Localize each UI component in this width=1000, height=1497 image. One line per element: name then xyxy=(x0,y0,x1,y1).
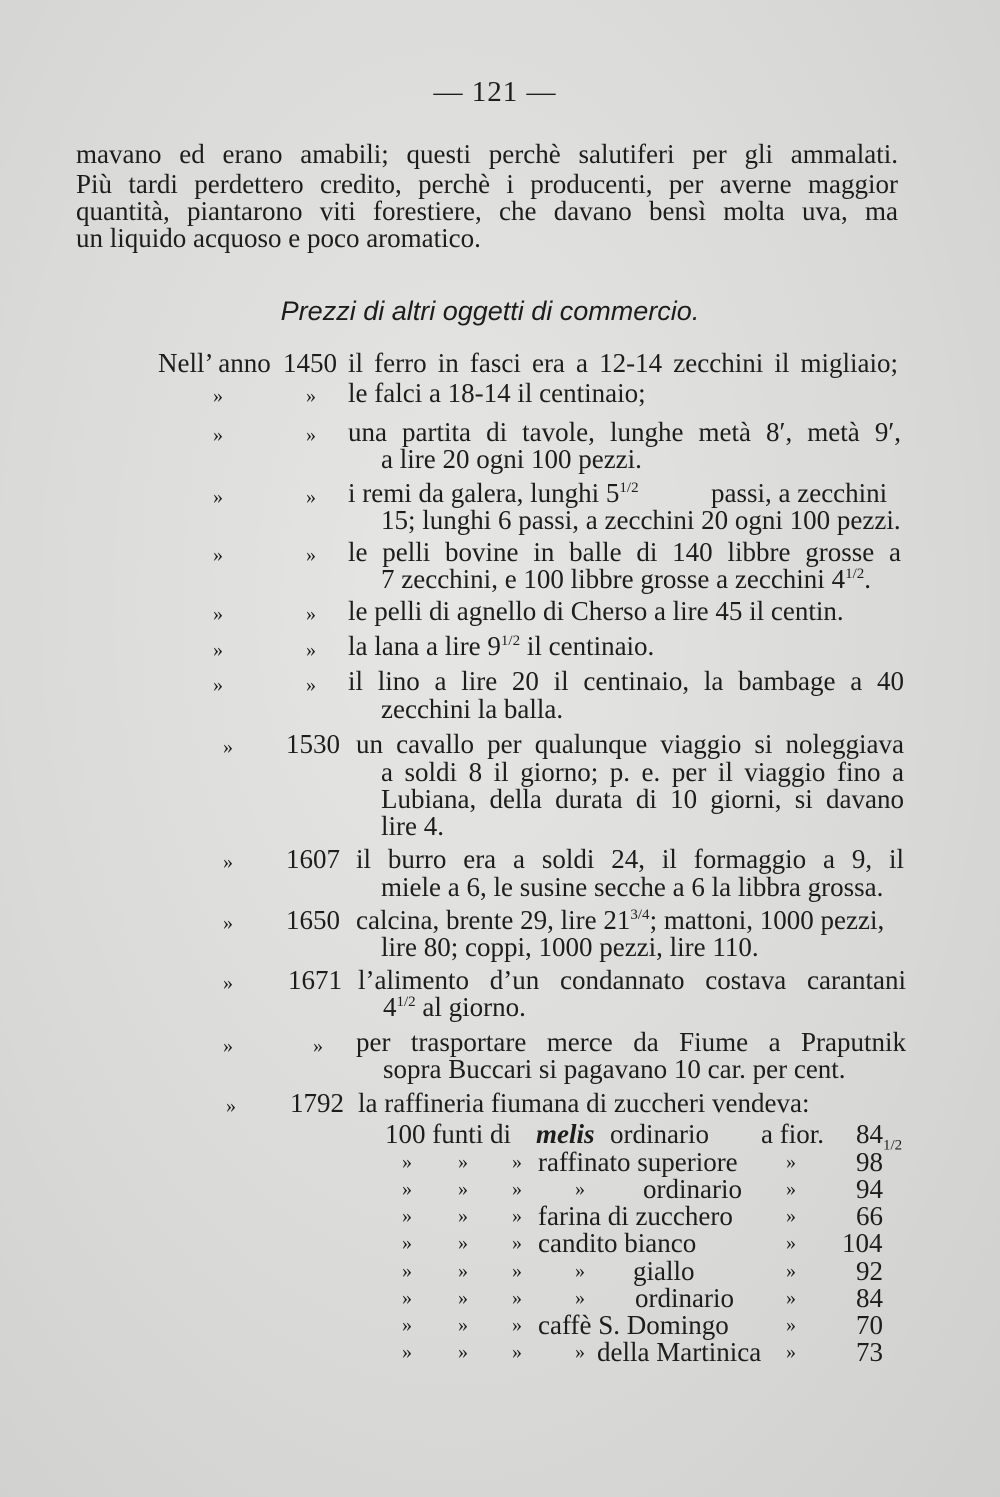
product-name: della Martinica xyxy=(597,1337,762,1367)
header-unit: a fior. xyxy=(761,1119,824,1149)
ditto-mark: » xyxy=(575,1341,585,1363)
entry-text: zecchini la balla. xyxy=(381,694,564,724)
entry-text: il ferro in fasci era a 12-14 zecchini il migliaio; xyxy=(348,348,898,378)
ditto-mark: » xyxy=(512,1178,522,1200)
header-text: 100 funti di xyxy=(385,1119,511,1149)
entry-text: le falci a 18-14 il centinaio; xyxy=(348,378,646,408)
ditto-mark: » xyxy=(402,1260,412,1282)
ditto-mark: » xyxy=(786,1260,796,1282)
table-row xyxy=(0,1258,1000,1286)
header-product: melis xyxy=(536,1119,595,1149)
ditto-mark: » xyxy=(402,1151,412,1173)
table-row xyxy=(0,1176,1000,1204)
fraction: 1/2 xyxy=(883,1137,903,1154)
entry-text: una partita di tavole, lunghe metà 8′, metà 9′, xyxy=(348,417,901,447)
entry-text: la lana a lire $9^{1/2}$ il centinaio. xyxy=(348,631,655,661)
table-row xyxy=(0,1230,1000,1258)
ditto-mark: » xyxy=(226,1095,236,1117)
ditto-mark: » xyxy=(223,851,233,873)
page-number: — 121 — xyxy=(433,76,557,108)
price-value: 98 xyxy=(856,1147,883,1177)
ditto-mark: » xyxy=(213,385,223,407)
ditto-mark: » xyxy=(213,674,223,696)
ditto-mark: » xyxy=(512,1205,522,1227)
ditto-mark: » xyxy=(402,1205,412,1227)
intro-line-1: mavano ed erano amabili; questi perchè salutiferi per gli ammalati. xyxy=(76,139,898,169)
intro-line-3: quantità, piantarono viti forestiere, che davano bensì molta uva, ma xyxy=(76,196,898,226)
ditto-mark: » xyxy=(402,1314,412,1336)
ditto-mark: » xyxy=(213,486,223,508)
ditto-mark: » xyxy=(213,639,223,661)
entry-text: le pelli bovine in balle di 140 libbre grosse a xyxy=(348,537,901,567)
table-row xyxy=(0,1203,1000,1231)
ditto-mark: » xyxy=(306,385,316,407)
price-value: 66 xyxy=(856,1201,883,1231)
ditto-mark: » xyxy=(306,544,316,566)
ditto-mark: » xyxy=(213,424,223,446)
ditto-mark: » xyxy=(786,1232,796,1254)
fraction: 1/2 xyxy=(845,566,865,582)
ditto-mark: » xyxy=(213,544,223,566)
product-name: candito bianco xyxy=(538,1228,697,1258)
product-name: caffè S. Domingo xyxy=(538,1310,729,1340)
ditto-mark: » xyxy=(512,1260,522,1282)
entry-text: per trasportare merce da Fiume a Praputnik xyxy=(356,1027,906,1057)
entry-text: 15; lunghi 6 passi, a zecchini 20 ogni 100 pezzi. xyxy=(381,505,901,535)
ditto-mark: » xyxy=(458,1178,468,1200)
product-name: ordinario xyxy=(635,1283,734,1313)
price-value: 70 xyxy=(856,1310,883,1340)
ditto-mark: » xyxy=(575,1260,585,1282)
entry-text: a soldi 8 il giorno; p. e. per il viaggio fino a xyxy=(381,757,904,787)
ditto-mark: » xyxy=(223,736,233,758)
header-grade: ordinario xyxy=(610,1119,709,1149)
fraction: 1/2 xyxy=(619,480,639,496)
entry-text: il burro era a soldi 24, il formaggio a 9, il xyxy=(356,844,904,874)
ditto-mark: » xyxy=(512,1341,522,1363)
ditto-mark: » xyxy=(512,1287,522,1309)
ditto-mark: » xyxy=(458,1314,468,1336)
product-name: farina di zucchero xyxy=(538,1201,733,1231)
ditto-mark: » xyxy=(458,1205,468,1227)
header-value: $84_{1/2}$ xyxy=(856,1119,903,1154)
ditto-mark: » xyxy=(786,1178,796,1200)
ditto-mark: » xyxy=(402,1287,412,1309)
ditto-mark: » xyxy=(512,1151,522,1173)
entry-text: il lino a lire 20 il centinaio, la bambage a 40 xyxy=(348,666,904,696)
ditto-mark: » xyxy=(402,1178,412,1200)
product-name: ordinario xyxy=(643,1174,742,1204)
entry-year: 1450 xyxy=(283,348,337,378)
ditto-mark: » xyxy=(786,1151,796,1173)
ditto-mark: » xyxy=(458,1260,468,1282)
intro-line-4: un liquido acquoso e poco aromatico. xyxy=(76,223,481,253)
fraction: 3/4 xyxy=(630,907,650,923)
entry-year: 1671 xyxy=(288,965,342,995)
ditto-mark: » xyxy=(786,1287,796,1309)
price-value: 104 xyxy=(842,1228,883,1258)
entry-text: lire 4. xyxy=(381,811,444,841)
entry-text: 7 zecchini, e 100 libbre grosse a zecchini $4^{1/2}$. xyxy=(381,564,871,594)
ditto-mark: » xyxy=(458,1151,468,1173)
entry-text: lire 80; coppi, 1000 pezzi, lire 110. xyxy=(381,932,759,962)
table-row xyxy=(0,1149,1000,1177)
entry-text: sopra Buccari si pagavano 10 car. per cent. xyxy=(383,1054,846,1084)
ditto-mark: » xyxy=(786,1341,796,1363)
ditto-mark: » xyxy=(786,1205,796,1227)
entry-text: le pelli di agnello di Cherso a lire 45 il centin. xyxy=(348,596,844,626)
entry-year: 1607 xyxy=(286,844,340,874)
section-heading: Prezzi di altri oggetti di commercio. xyxy=(280,296,700,326)
price-value: 94 xyxy=(856,1174,883,1204)
entry-text: i remi da galera, lunghi $5^{1/2}$ xyxy=(348,478,639,508)
ditto-mark: » xyxy=(306,424,316,446)
ditto-mark: » xyxy=(223,972,233,994)
intro-line-2: Più tardi perdettero credito, perchè i producenti, per averne maggior xyxy=(76,169,898,199)
ditto-mark: » xyxy=(512,1314,522,1336)
ditto-mark: » xyxy=(512,1232,522,1254)
ditto-mark: » xyxy=(306,486,316,508)
entry-text: un cavallo per qualunque viaggio si noleggiava xyxy=(356,729,904,759)
entry-year: 1530 xyxy=(286,729,340,759)
entry-text: a lire 20 ogni 100 pezzi. xyxy=(381,444,642,474)
ditto-mark: » xyxy=(458,1232,468,1254)
ditto-mark: » xyxy=(786,1314,796,1336)
ditto-mark: » xyxy=(458,1341,468,1363)
table-row xyxy=(0,1339,1000,1367)
product-name: raffinato superiore xyxy=(538,1147,738,1177)
table-row xyxy=(0,1285,1000,1313)
fraction: 1/2 xyxy=(396,994,416,1010)
entry-year: 1792 xyxy=(290,1088,344,1118)
entry-label: Nell’ anno xyxy=(158,348,271,378)
price-value: 92 xyxy=(856,1256,883,1286)
table-row xyxy=(0,1312,1000,1340)
price-value: 73 xyxy=(856,1337,883,1367)
entry-text: $4^{1/2}$ al giorno. xyxy=(383,992,526,1022)
entry-text: miele a 6, le susine secche a 6 la libbra grossa. xyxy=(381,872,884,902)
ditto-mark: » xyxy=(575,1178,585,1200)
fraction: 1/2 xyxy=(500,633,521,649)
ditto-mark: » xyxy=(402,1232,412,1254)
ditto-mark: » xyxy=(223,912,233,934)
price-value: 84 xyxy=(856,1283,883,1313)
entry-text: passi, a zecchini xyxy=(711,478,888,508)
ditto-mark: » xyxy=(575,1287,585,1309)
entry-text: la raffineria fiumana di zuccheri vendeva: xyxy=(358,1088,810,1118)
ditto-mark: » xyxy=(223,1035,233,1057)
entry-text: Lubiana, della durata di 10 giorni, si davano xyxy=(381,784,904,814)
ditto-mark: » xyxy=(458,1287,468,1309)
entry-text: l’alimento d’un condannato costava carantani xyxy=(358,965,906,995)
ditto-mark: » xyxy=(306,603,316,625)
ditto-mark: » xyxy=(213,603,223,625)
entry-text: calcina, brente 29, lire $21^{3/4}$; mattoni, 1000 pezzi, xyxy=(356,905,885,935)
table-row xyxy=(0,1119,1000,1154)
entry-year: 1650 xyxy=(286,905,340,935)
ditto-mark: » xyxy=(402,1341,412,1363)
product-name: giallo xyxy=(633,1256,695,1286)
ditto-mark: » xyxy=(306,639,316,661)
ditto-mark: » xyxy=(313,1035,323,1057)
ditto-mark: » xyxy=(306,674,316,696)
